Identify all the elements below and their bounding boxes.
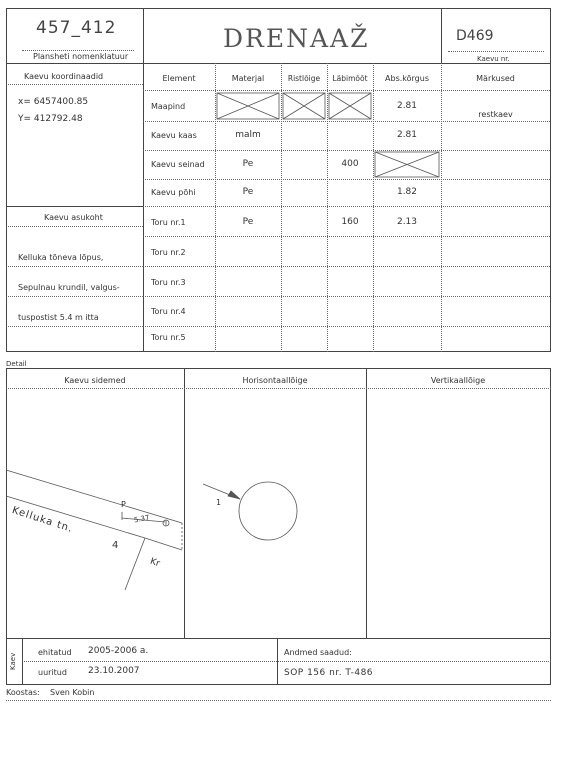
row-note: restkaev (478, 110, 513, 119)
col-ties-heading: Kaevu sidemed (64, 376, 126, 385)
coord-x: x= 6457400.85 (18, 97, 89, 107)
built-value: 2005-2006 a. (88, 646, 149, 656)
row-element: Toru nr.1 (151, 218, 186, 227)
surveyed-value: 23.10.2007 (88, 666, 140, 676)
source-label: Andmed saadud: (284, 648, 352, 657)
well-circle (239, 482, 297, 540)
col-header-notes: Märkused (476, 74, 515, 83)
well-number-label: Kaevu nr. (477, 55, 510, 63)
house-number: 4 (112, 540, 119, 551)
row-height: 2.81 (396, 130, 418, 140)
row-height: 2.13 (396, 217, 418, 227)
col-header-material: Materjal (231, 74, 265, 83)
source-value: SOP 156 nr. T-486 (284, 668, 374, 678)
kr-label: Kr (148, 556, 161, 570)
row-element: Kaevu seinad (151, 160, 205, 169)
location-heading: Kaevu asukoht (44, 213, 103, 222)
row-height: 2.81 (396, 101, 418, 111)
footer-side-label: Kaev (9, 652, 17, 670)
coords-heading: Kaevu koordinaadid (24, 72, 104, 81)
row-diameter: 160 (341, 217, 359, 227)
surveyed-label: uuritud (38, 668, 67, 677)
row-element: Toru nr.5 (151, 333, 186, 342)
well-number: D469 (456, 28, 494, 44)
horizontal-section (203, 482, 297, 540)
row-material: malm (235, 130, 261, 140)
location-line-3: tuspostist 5.4 m itta (18, 313, 99, 322)
row-material: Pe (242, 159, 254, 169)
location-line-1: Kelluka tõneva lõpus, (18, 253, 104, 262)
location-line-2: Sepulnau krundil, valgus- (18, 283, 120, 292)
map-code: 457_412 (36, 18, 117, 38)
row-element: Maapind (151, 102, 186, 111)
row-element: Toru nr.4 (151, 307, 186, 316)
col-header-diameter: Läbimõõt (332, 74, 368, 83)
built-label: ehitatud (38, 648, 72, 657)
row-element: Toru nr.2 (151, 248, 186, 257)
street-label: Kelluka tn. (10, 505, 75, 536)
col-header-section: Ristlõige (287, 74, 321, 83)
row-height: 1.82 (396, 187, 418, 197)
map-code-label: Plansheti nomenklatuur (33, 52, 129, 61)
compiled-label: Koostas: (6, 688, 40, 697)
col-header-height: Abs.kõrgus (385, 74, 429, 83)
row-element: Kaevu kaas (151, 131, 197, 140)
distance-label: 5.37 (133, 513, 151, 525)
row-element: Kaevu põhi (151, 188, 196, 197)
row-diameter: 400 (341, 159, 359, 169)
detail-label: Detail (6, 360, 27, 368)
pipe-number: 1 (216, 498, 222, 507)
row-material: Pe (242, 217, 254, 227)
row-material: Pe (242, 187, 254, 197)
coord-y: Y= 412792.48 (18, 114, 83, 124)
col-horizontal-heading: Horisontaallõige (242, 376, 308, 385)
cross-out-marks (217, 93, 439, 177)
page-title: DRENAAŽ (223, 24, 370, 53)
pole-label: P (121, 500, 126, 509)
col-vertical-heading: Vertikaallõige (430, 376, 486, 385)
row-element: Toru nr.3 (151, 278, 186, 287)
compiled-value: Sven Kobin (50, 688, 95, 697)
street-sketch (6, 470, 182, 590)
col-header-element: Element (162, 74, 196, 83)
